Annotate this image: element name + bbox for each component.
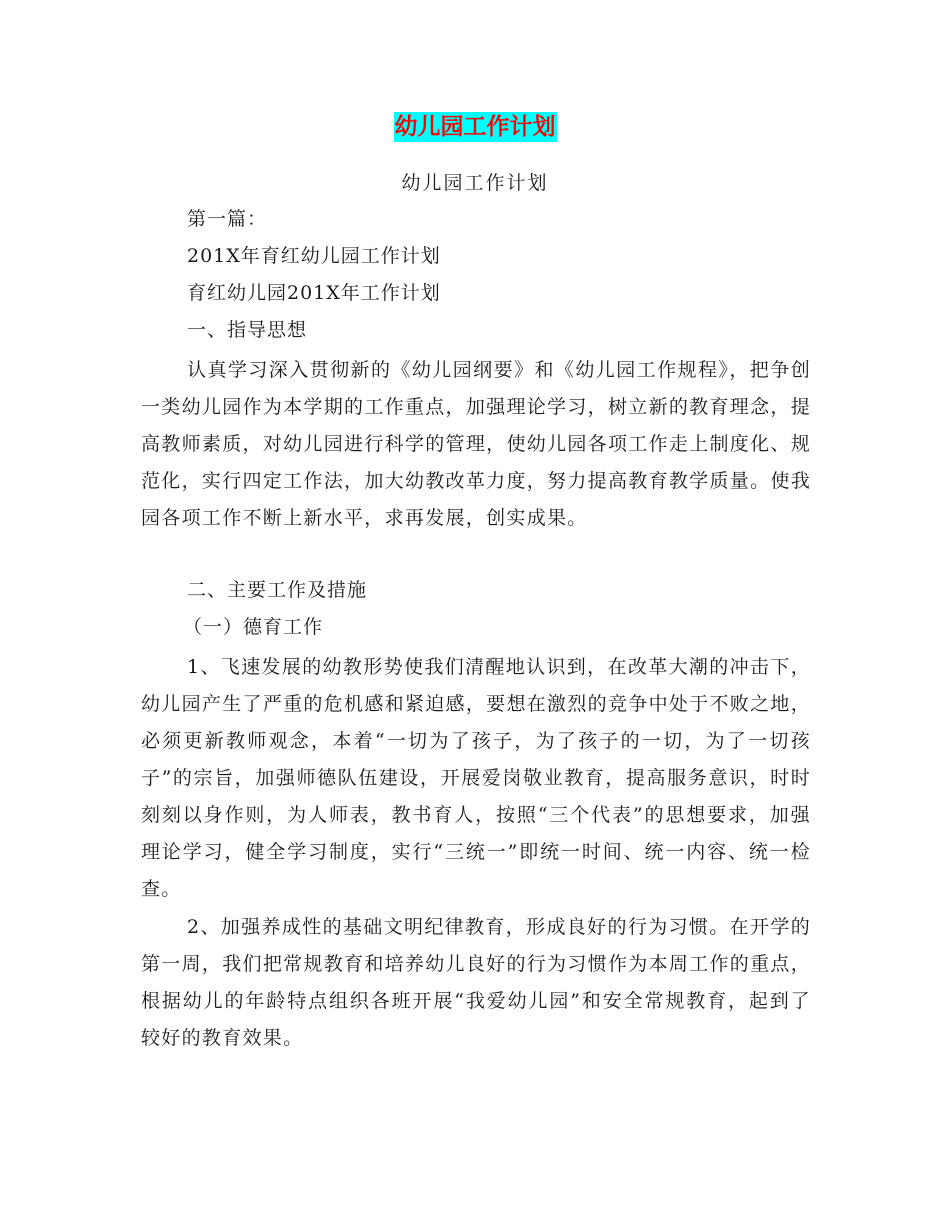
document-subtitle: 幼儿园工作计划 [401,172,549,194]
heading-guiding-thought: 一、指导思想 [187,319,308,341]
heading-main-work: 二、主要工作及措施 [187,579,368,601]
title-wrap [0,112,950,142]
heading-moral-education: （一）德育工作 [183,616,324,638]
section-label: 第一篇： [187,208,268,230]
paragraph-guiding-thought: 认真学习深入贯彻新的《幼儿园纲要》和《幼儿园工作规程》，把争创一类幼儿园作为本学期的工作重点，加强理论学习，树立新的教育理念，提高教师素质，对幼儿园进行科学的管理，使幼儿园各项工作走上制度化、规范化，实行四定工作法，加大幼教改革力度，努力提高教育教学质量。使我园各项工作不断上新水平，求再发展，创实成果。 [141,359,811,529]
document-title: 幼儿园工作计划 [394,114,556,140]
plan-title-line: 201X年育红幼儿园工作计划 [187,245,441,267]
plan-subtitle-line: 育红幼儿园201X年工作计划 [187,282,441,304]
paragraph-item-2: 2、加强养成性的基础文明纪律教育，形成良好的行为习惯。在开学的第一周，我们把常规教育和培养幼儿良好的行为习惯作为本周工作的重点，根据幼儿的年龄特点组织各班开展“我爱幼儿园”和安全常规教育，起到了较好的教育效果。 [141,916,811,1049]
paragraph-item-1: 1、飞速发展的幼教形势使我们清醒地认识到，在改革大潮的冲击下，幼儿园产生了严重的危机感和紧迫感，要想在激烈的竞争中处于不败之地，必须更新教师观念，本着“一切为了孩子，为了孩子的一切，为了一切孩子”的宗旨，加强师德队伍建设，开展爱岗敬业教育，提高服务意识，时时刻刻以身作则，为人师表，教书育人，按照“三个代表”的思想要求，加强理论学习，健全学习制度，实行“三统一”即统一时间、统一内容、统一检查。 [141,656,811,900]
